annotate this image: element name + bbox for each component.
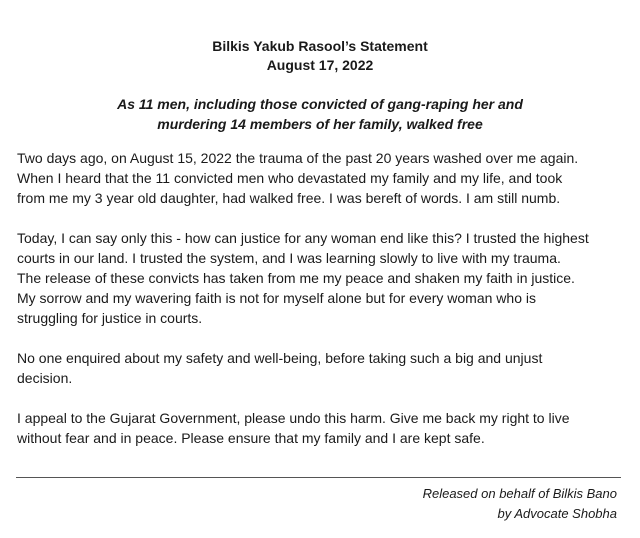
subtitle-line: As 11 men, including those convicted of gang-raping her and (117, 96, 523, 112)
paragraph-2-line: struggling for justice in courts. (17, 310, 203, 326)
paragraph-2-line: My sorrow and my wavering faith is not for myself alone but for every woman who is (17, 290, 536, 306)
statement-title: Bilkis Yakub Rasool’s Statement (212, 38, 428, 54)
statement-date: August 17, 2022 (266, 57, 374, 73)
paragraph-2-line: The release of these convicts has taken from me my peace and shaken my faith in justice. (17, 270, 575, 286)
paragraph-1-line: from me my 3 year old daughter, had walked free. I was bereft of words. I am still numb. (17, 190, 561, 206)
paragraph-3-line: No one enquired about my safety and well-being, before taking such a big and unjust (17, 350, 543, 366)
paragraph-4-line: I appeal to the Gujarat Government, please undo this harm. Give me back my right to live (17, 410, 570, 426)
paragraph-1-line: Two days ago, on August 15, 2022 the trauma of the past 20 years washed over me again. (17, 150, 579, 166)
paragraph-2-line: courts in our land. I trusted the system, and I was learning slowly to live with my trauma. (17, 250, 561, 266)
paragraph-4-line: without fear and in peace. Please ensure that my family and I are kept safe. (17, 430, 485, 446)
signature-divider (16, 477, 621, 478)
paragraph-3-line: decision. (17, 370, 73, 386)
signature-line: Released on behalf of Bilkis Bano (422, 486, 617, 501)
paragraph-2-line: Today, I can say only this - how can justice for any woman end like this? I trusted the highest (17, 230, 589, 246)
subtitle-line: murdering 14 members of her family, walked free (157, 116, 483, 132)
signature-line: by Advocate Shobha (497, 506, 617, 521)
paragraph-1-line: When I heard that the 11 convicted men who devastated my family and my life, and took (17, 170, 563, 186)
